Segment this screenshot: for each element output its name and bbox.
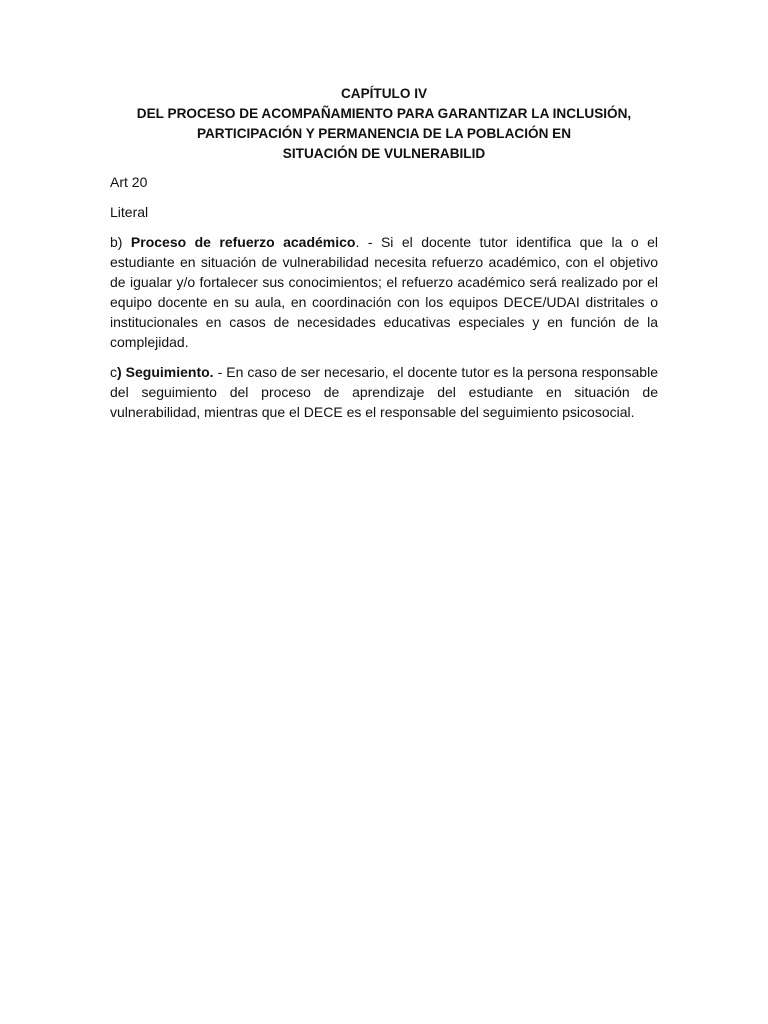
chapter-heading <box>110 84 658 164</box>
document-page <box>110 84 658 432</box>
chapter-title-line-2: PARTICIPACIÓN Y PERMANENCIA DE LA POBLACIÓN EN <box>196 126 572 141</box>
item-c-prefix: c <box>110 364 117 380</box>
item-c-text: - En caso de ser necesario, el docente tutor es la persona responsable del seguimiento del proceso de aprendizaje del estudiante en situación de vulnerabilidad, mientras que el DECE es el responsable del seguimiento psicosocial. <box>110 364 658 420</box>
article-label: Art 20 <box>110 174 148 190</box>
item-c-paragraph <box>110 362 658 422</box>
chapter-number: CAPÍTULO IV <box>340 86 428 101</box>
literal-label: Literal <box>110 204 149 220</box>
chapter-title-line-3: SITUACIÓN DE VULNERABILID <box>282 146 486 161</box>
item-b-paragraph <box>110 232 658 352</box>
chapter-title-line-1: DEL PROCESO DE ACOMPAÑAMIENTO PARA GARANTIZAR LA INCLUSIÓN, <box>136 106 632 121</box>
item-b-text: . - Si el docente tutor identifica que la o el estudiante en situación de vulnerabilidad necesita refuerzo académico, con el objetivo de igualar y/o fortalecer sus conocimientos; el refuerzo académico será realizado por el equipo docente en su aula, en coordinación con los equipos DECE/UDAI distritales o institucionales en casos de necesidades educativas especiales y en función de la complejidad. <box>110 234 658 350</box>
item-b-title: Proceso de refuerzo académico <box>130 234 356 250</box>
item-b-prefix: b) <box>110 234 131 250</box>
item-c-title: ) Seguimiento. <box>117 364 214 380</box>
